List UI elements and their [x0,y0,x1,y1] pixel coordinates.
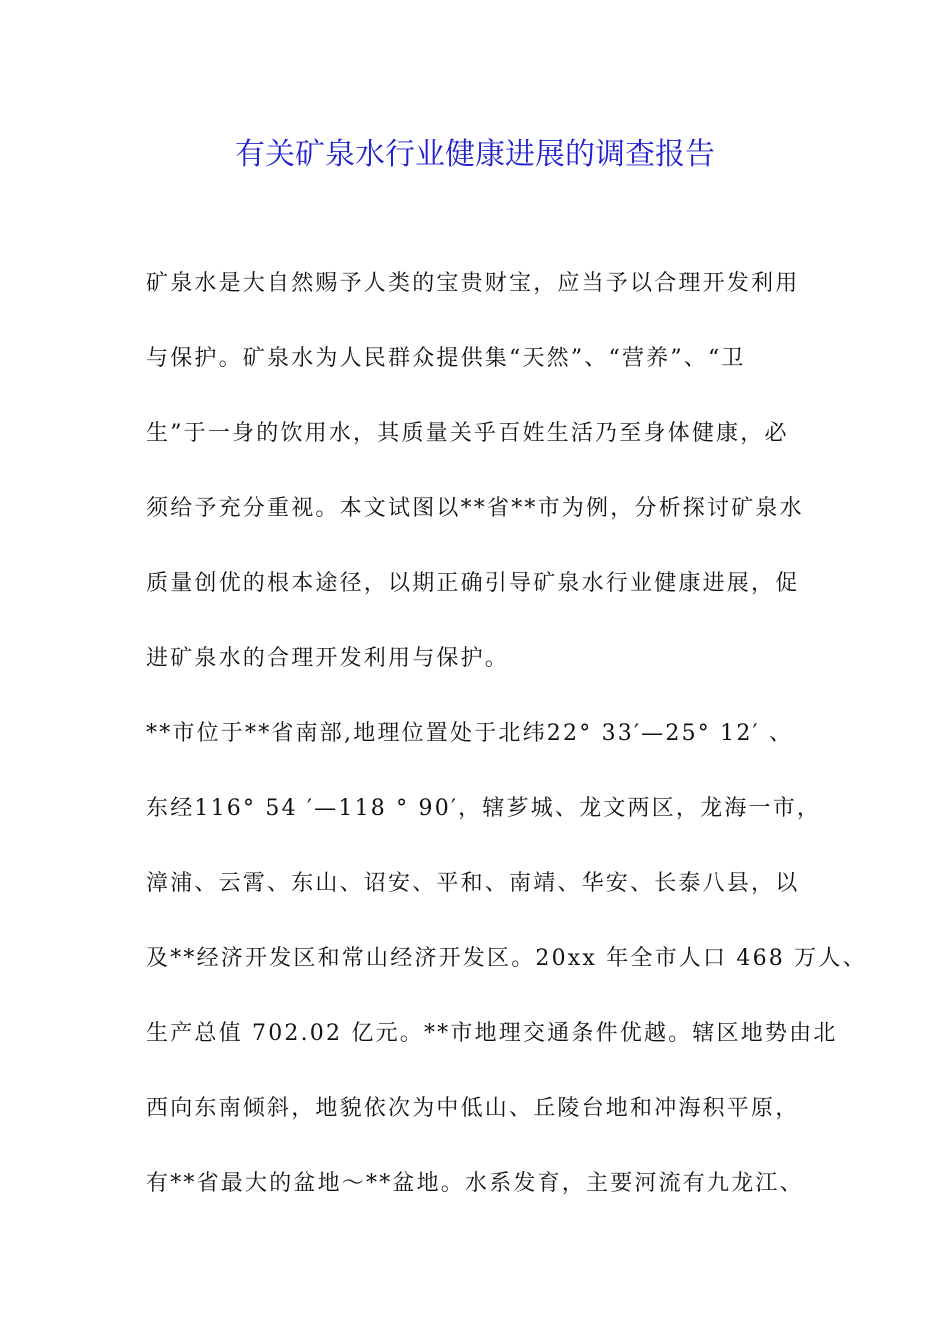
document-title: 有关矿泉水行业健康进展的调查报告 [235,137,715,172]
paragraph-1-line-6: 进矿泉水的合理开发利用与保护。 [146,646,510,671]
paragraph-2-line-6: 西向东南倾斜，地貌依次为中低山、丘陵台地和冲海积平原， [146,1096,800,1121]
paragraph-2-line-4: 及**经济开发区和常山经济开发区。20xx 年全市人口 468 万人、 [146,946,867,971]
paragraph-1-line-1: 矿泉水是大自然赐予人类的宝贵财宝，应当予以合理开发利用 [146,271,800,296]
paragraph-2-line-5: 生产总值 702.02 亿元。**市地理交通条件优越。辖区地势由北 [146,1021,838,1046]
paragraph-2-line-1: **市位于**省南部,地理位置处于北纬22° 33′—25° 12′ 、 [146,721,794,746]
paragraph-1-line-2: 与保护。矿泉水为人民群众提供集“天然”、“营养”、“卫 [146,346,746,371]
paragraph-1-line-4: 须给予充分重视。本文试图以**省**市为例，分析探讨矿泉水 [146,496,804,521]
paragraph-2-line-3: 漳浦、云霄、东山、诏安、平和、南靖、华安、长泰八县，以 [146,871,800,896]
paragraph-2-line-2: 东经116° 54 ′—118 ° 90′，辖芗城、龙文两区，龙海一市， [146,796,822,821]
paragraph-2-line-7: 有**省最大的盆地～**盆地。水系发育，主要河流有九龙江、 [146,1171,804,1196]
paragraph-1-line-5: 质量创优的根本途径，以期正确引导矿泉水行业健康进展，促 [146,571,800,596]
paragraph-1-line-3: 生”于一身的饮用水，其质量关乎百姓生活乃至身体健康，必 [146,421,789,446]
